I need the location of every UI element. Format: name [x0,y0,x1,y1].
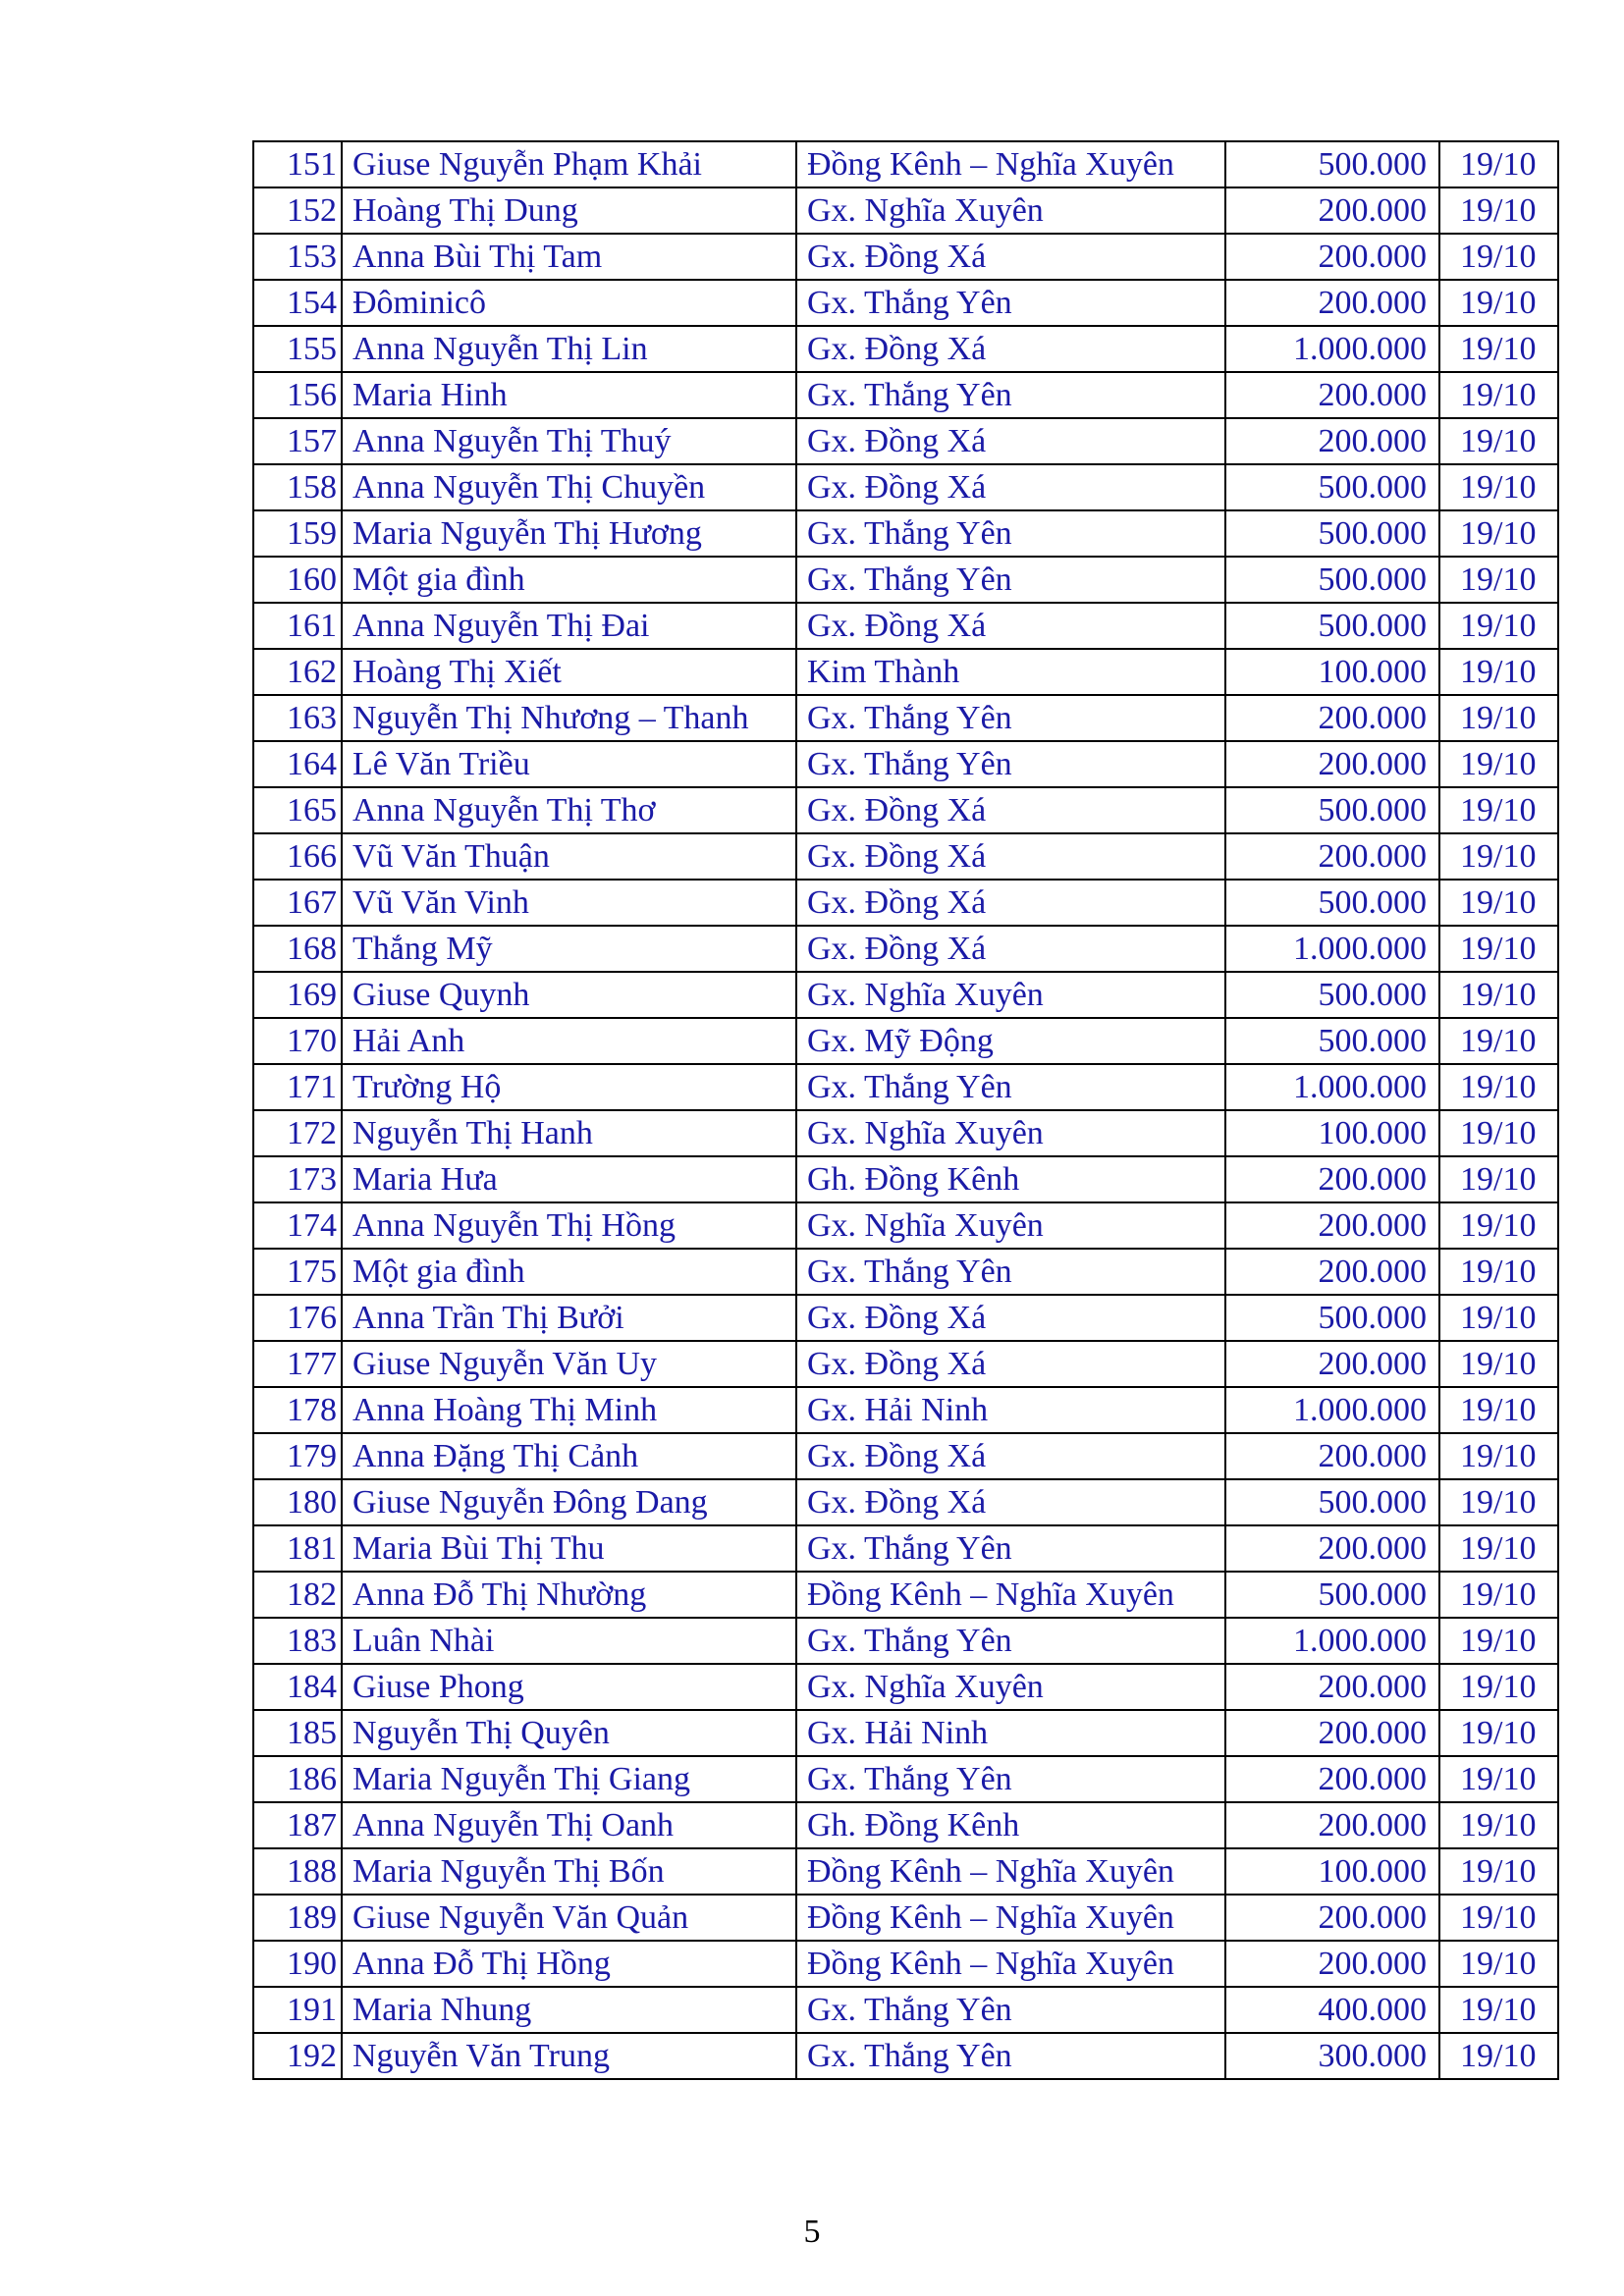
table-row [253,1525,1558,1572]
table-row [253,2033,1558,2079]
amount-cell: 500.000 [1225,510,1439,557]
date-cell: 19/10 [1439,187,1558,234]
table-row [253,1156,1558,1202]
table-row [253,1064,1558,1110]
row-number-cell: 152 [253,187,342,234]
parish-cell: Gx. Đồng Xá [796,1341,1225,1387]
table-row [253,1895,1558,1941]
row-number-cell: 192 [253,2033,342,2079]
donor-name-cell: Maria Hưa [342,1156,796,1202]
amount-cell: 500.000 [1225,972,1439,1018]
donor-name-cell: Maria Nhung [342,1987,796,2033]
row-number-cell: 164 [253,741,342,787]
date-cell: 19/10 [1439,1479,1558,1525]
parish-cell: Đồng Kênh – Nghĩa Xuyên [796,1895,1225,1941]
date-cell: 19/10 [1439,695,1558,741]
parish-cell: Gh. Đồng Kênh [796,1802,1225,1848]
date-cell: 19/10 [1439,326,1558,372]
row-number-cell: 186 [253,1756,342,1802]
row-number-cell: 154 [253,280,342,326]
date-cell: 19/10 [1439,1110,1558,1156]
row-number-cell: 176 [253,1295,342,1341]
donor-name-cell: Trường Hộ [342,1064,796,1110]
amount-cell: 100.000 [1225,1110,1439,1156]
date-cell: 19/10 [1439,926,1558,972]
parish-cell: Gx. Thắng Yên [796,1987,1225,2033]
row-number-cell: 184 [253,1664,342,1710]
amount-cell: 1.000.000 [1225,326,1439,372]
donor-name-cell: Anna Hoàng Thị Minh [342,1387,796,1433]
parish-cell: Gx. Đồng Xá [796,464,1225,510]
donor-name-cell: Anna Đỗ Thị Hồng [342,1941,796,1987]
donor-name-cell: Giuse Phong [342,1664,796,1710]
row-number-cell: 162 [253,649,342,695]
table-row [253,1664,1558,1710]
table-row [253,1433,1558,1479]
amount-cell: 200.000 [1225,1156,1439,1202]
row-number-cell: 180 [253,1479,342,1525]
amount-cell: 500.000 [1225,1479,1439,1525]
row-number-cell: 183 [253,1618,342,1664]
date-cell: 19/10 [1439,1202,1558,1249]
parish-cell: Gx. Thắng Yên [796,741,1225,787]
parish-cell: Gx. Thắng Yên [796,510,1225,557]
donor-name-cell: Đôminicô [342,280,796,326]
row-number-cell: 182 [253,1572,342,1618]
amount-cell: 200.000 [1225,1802,1439,1848]
date-cell: 19/10 [1439,280,1558,326]
amount-cell: 200.000 [1225,1710,1439,1756]
parish-cell: Gx. Đồng Xá [796,326,1225,372]
date-cell: 19/10 [1439,464,1558,510]
date-cell: 19/10 [1439,141,1558,187]
donor-name-cell: Anna Nguyễn Thị Lin [342,326,796,372]
table-row [253,1572,1558,1618]
donor-name-cell: Thắng Mỹ [342,926,796,972]
row-number-cell: 177 [253,1341,342,1387]
table-row [253,1848,1558,1895]
table-row [253,1202,1558,1249]
date-cell: 19/10 [1439,1433,1558,1479]
date-cell: 19/10 [1439,2033,1558,2079]
parish-cell: Gx. Đồng Xá [796,1479,1225,1525]
donor-name-cell: Giuse Quynh [342,972,796,1018]
parish-cell: Gx. Đồng Xá [796,880,1225,926]
date-cell: 19/10 [1439,372,1558,418]
donor-name-cell: Lê Văn Triều [342,741,796,787]
row-number-cell: 151 [253,141,342,187]
parish-cell: Gx. Nghĩa Xuyên [796,1110,1225,1156]
table-row [253,1618,1558,1664]
donor-name-cell: Maria Nguyễn Thị Hương [342,510,796,557]
parish-cell: Gx. Nghĩa Xuyên [796,972,1225,1018]
table-row [253,880,1558,926]
parish-cell: Gx. Đồng Xá [796,418,1225,464]
table-row [253,1479,1558,1525]
parish-cell: Gx. Thắng Yên [796,372,1225,418]
row-number-cell: 170 [253,1018,342,1064]
parish-cell: Gx. Thắng Yên [796,1756,1225,1802]
parish-cell: Kim Thành [796,649,1225,695]
parish-cell: Gh. Đồng Kênh [796,1156,1225,1202]
amount-cell: 100.000 [1225,1848,1439,1895]
row-number-cell: 163 [253,695,342,741]
donor-name-cell: Giuse Nguyễn Phạm Khải [342,141,796,187]
date-cell: 19/10 [1439,972,1558,1018]
donor-name-cell: Anna Nguyễn Thị Chuyền [342,464,796,510]
donor-name-cell: Maria Nguyễn Thị Giang [342,1756,796,1802]
amount-cell: 200.000 [1225,1756,1439,1802]
parish-cell: Đồng Kênh – Nghĩa Xuyên [796,1941,1225,1987]
donor-name-cell: Anna Đỗ Thị Nhường [342,1572,796,1618]
table-row [253,741,1558,787]
donor-name-cell: Vũ Văn Vinh [342,880,796,926]
amount-cell: 200.000 [1225,1202,1439,1249]
parish-cell: Gx. Thắng Yên [796,557,1225,603]
amount-cell: 400.000 [1225,1987,1439,2033]
table-row [253,510,1558,557]
table-row [253,1341,1558,1387]
date-cell: 19/10 [1439,557,1558,603]
amount-cell: 500.000 [1225,603,1439,649]
date-cell: 19/10 [1439,833,1558,880]
table-row [253,926,1558,972]
date-cell: 19/10 [1439,603,1558,649]
row-number-cell: 175 [253,1249,342,1295]
date-cell: 19/10 [1439,787,1558,833]
amount-cell: 200.000 [1225,741,1439,787]
row-number-cell: 189 [253,1895,342,1941]
donor-name-cell: Nguyễn Thị Nhương – Thanh [342,695,796,741]
donor-name-cell: Giuse Nguyễn Văn Quản [342,1895,796,1941]
row-number-cell: 155 [253,326,342,372]
parish-cell: Gx. Hải Ninh [796,1710,1225,1756]
row-number-cell: 179 [253,1433,342,1479]
donor-name-cell: Anna Nguyễn Thị Đai [342,603,796,649]
date-cell: 19/10 [1439,880,1558,926]
date-cell: 19/10 [1439,1295,1558,1341]
parish-cell: Gx. Nghĩa Xuyên [796,1664,1225,1710]
row-number-cell: 160 [253,557,342,603]
row-number-cell: 159 [253,510,342,557]
table-row [253,649,1558,695]
amount-cell: 500.000 [1225,141,1439,187]
parish-cell: Gx. Thắng Yên [796,695,1225,741]
donation-table [252,140,1559,2080]
amount-cell: 200.000 [1225,1249,1439,1295]
amount-cell: 1.000.000 [1225,1064,1439,1110]
row-number-cell: 188 [253,1848,342,1895]
donor-name-cell: Anna Nguyễn Thị Thuý [342,418,796,464]
parish-cell: Gx. Đồng Xá [796,1295,1225,1341]
donor-name-cell: Hải Anh [342,1018,796,1064]
amount-cell: 200.000 [1225,1895,1439,1941]
parish-cell: Gx. Nghĩa Xuyên [796,187,1225,234]
amount-cell: 1.000.000 [1225,1618,1439,1664]
donor-name-cell: Vũ Văn Thuận [342,833,796,880]
donor-name-cell: Anna Trần Thị Bưởi [342,1295,796,1341]
parish-cell: Đồng Kênh – Nghĩa Xuyên [796,141,1225,187]
date-cell: 19/10 [1439,1064,1558,1110]
donor-name-cell: Maria Nguyễn Thị Bốn [342,1848,796,1895]
amount-cell: 100.000 [1225,649,1439,695]
donor-name-cell: Anna Nguyễn Thị Thơ [342,787,796,833]
table-row [253,1110,1558,1156]
parish-cell: Gx. Thắng Yên [796,1064,1225,1110]
amount-cell: 500.000 [1225,787,1439,833]
row-number-cell: 167 [253,880,342,926]
parish-cell: Gx. Đồng Xá [796,1433,1225,1479]
date-cell: 19/10 [1439,1895,1558,1941]
amount-cell: 500.000 [1225,880,1439,926]
parish-cell: Gx. Mỹ Động [796,1018,1225,1064]
amount-cell: 200.000 [1225,280,1439,326]
table-row [253,833,1558,880]
row-number-cell: 166 [253,833,342,880]
amount-cell: 1.000.000 [1225,1387,1439,1433]
date-cell: 19/10 [1439,1572,1558,1618]
date-cell: 19/10 [1439,418,1558,464]
row-number-cell: 168 [253,926,342,972]
table-row [253,1802,1558,1848]
donor-name-cell: Maria Bùi Thị Thu [342,1525,796,1572]
parish-cell: Đồng Kênh – Nghĩa Xuyên [796,1848,1225,1895]
donor-name-cell: Một gia đình [342,557,796,603]
row-number-cell: 165 [253,787,342,833]
date-cell: 19/10 [1439,1756,1558,1802]
donor-name-cell: Nguyễn Thị Hanh [342,1110,796,1156]
donor-name-cell: Giuse Nguyễn Văn Uy [342,1341,796,1387]
donation-table-body [253,141,1558,2079]
donor-name-cell: Maria Hinh [342,372,796,418]
row-number-cell: 161 [253,603,342,649]
date-cell: 19/10 [1439,1249,1558,1295]
date-cell: 19/10 [1439,1341,1558,1387]
amount-cell: 200.000 [1225,372,1439,418]
row-number-cell: 153 [253,234,342,280]
donor-name-cell: Anna Bùi Thị Tam [342,234,796,280]
amount-cell: 500.000 [1225,464,1439,510]
row-number-cell: 185 [253,1710,342,1756]
table-row [253,1249,1558,1295]
amount-cell: 500.000 [1225,557,1439,603]
donor-name-cell: Anna Nguyễn Thị Hồng [342,1202,796,1249]
table-row [253,141,1558,187]
date-cell: 19/10 [1439,1802,1558,1848]
donor-name-cell: Anna Nguyễn Thị Oanh [342,1802,796,1848]
parish-cell: Gx. Đồng Xá [796,926,1225,972]
donor-name-cell: Một gia đình [342,1249,796,1295]
table-row [253,280,1558,326]
table-row [253,972,1558,1018]
row-number-cell: 191 [253,1987,342,2033]
date-cell: 19/10 [1439,1525,1558,1572]
date-cell: 19/10 [1439,1018,1558,1064]
amount-cell: 200.000 [1225,418,1439,464]
parish-cell: Gx. Đồng Xá [796,603,1225,649]
parish-cell: Gx. Thắng Yên [796,1249,1225,1295]
table-row [253,695,1558,741]
donor-name-cell: Nguyễn Văn Trung [342,2033,796,2079]
amount-cell: 200.000 [1225,1664,1439,1710]
row-number-cell: 187 [253,1802,342,1848]
date-cell: 19/10 [1439,1387,1558,1433]
amount-cell: 500.000 [1225,1018,1439,1064]
row-number-cell: 178 [253,1387,342,1433]
amount-cell: 200.000 [1225,833,1439,880]
date-cell: 19/10 [1439,1156,1558,1202]
parish-cell: Gx. Nghĩa Xuyên [796,1202,1225,1249]
parish-cell: Đồng Kênh – Nghĩa Xuyên [796,1572,1225,1618]
table-row [253,1941,1558,1987]
date-cell: 19/10 [1439,741,1558,787]
date-cell: 19/10 [1439,649,1558,695]
amount-cell: 300.000 [1225,2033,1439,2079]
row-number-cell: 172 [253,1110,342,1156]
row-number-cell: 181 [253,1525,342,1572]
donor-name-cell: Hoàng Thị Xiết [342,649,796,695]
table-row [253,1387,1558,1433]
row-number-cell: 173 [253,1156,342,1202]
parish-cell: Gx. Hải Ninh [796,1387,1225,1433]
donor-name-cell: Nguyễn Thị Quyên [342,1710,796,1756]
table-row [253,372,1558,418]
parish-cell: Gx. Đồng Xá [796,833,1225,880]
table-row [253,326,1558,372]
page-number: 5 [803,2214,821,2250]
amount-cell: 200.000 [1225,1525,1439,1572]
parish-cell: Gx. Thắng Yên [796,2033,1225,2079]
donor-name-cell: Hoàng Thị Dung [342,187,796,234]
table-row [253,1710,1558,1756]
donor-name-cell: Anna Đặng Thị Cảnh [342,1433,796,1479]
parish-cell: Gx. Đồng Xá [796,787,1225,833]
date-cell: 19/10 [1439,1710,1558,1756]
amount-cell: 500.000 [1225,1572,1439,1618]
date-cell: 19/10 [1439,1664,1558,1710]
date-cell: 19/10 [1439,1848,1558,1895]
parish-cell: Gx. Thắng Yên [796,1525,1225,1572]
row-number-cell: 171 [253,1064,342,1110]
amount-cell: 200.000 [1225,1341,1439,1387]
amount-cell: 500.000 [1225,1295,1439,1341]
date-cell: 19/10 [1439,1618,1558,1664]
table-row [253,418,1558,464]
date-cell: 19/10 [1439,1987,1558,2033]
table-row [253,234,1558,280]
date-cell: 19/10 [1439,510,1558,557]
row-number-cell: 174 [253,1202,342,1249]
table-row [253,187,1558,234]
row-number-cell: 156 [253,372,342,418]
donor-name-cell: Giuse Nguyễn Đông Dang [342,1479,796,1525]
donor-name-cell: Luân Nhài [342,1618,796,1664]
row-number-cell: 190 [253,1941,342,1987]
row-number-cell: 158 [253,464,342,510]
amount-cell: 1.000.000 [1225,926,1439,972]
table-row [253,464,1558,510]
amount-cell: 200.000 [1225,187,1439,234]
row-number-cell: 157 [253,418,342,464]
amount-cell: 200.000 [1225,1433,1439,1479]
amount-cell: 200.000 [1225,234,1439,280]
parish-cell: Gx. Thắng Yên [796,1618,1225,1664]
row-number-cell: 169 [253,972,342,1018]
table-row [253,787,1558,833]
date-cell: 19/10 [1439,1941,1558,1987]
date-cell: 19/10 [1439,234,1558,280]
table-row [253,1018,1558,1064]
table-row [253,603,1558,649]
amount-cell: 200.000 [1225,1941,1439,1987]
parish-cell: Gx. Thắng Yên [796,280,1225,326]
table-row [253,1295,1558,1341]
table-row [253,1987,1558,2033]
amount-cell: 200.000 [1225,695,1439,741]
table-row [253,557,1558,603]
table-row [253,1756,1558,1802]
parish-cell: Gx. Đồng Xá [796,234,1225,280]
